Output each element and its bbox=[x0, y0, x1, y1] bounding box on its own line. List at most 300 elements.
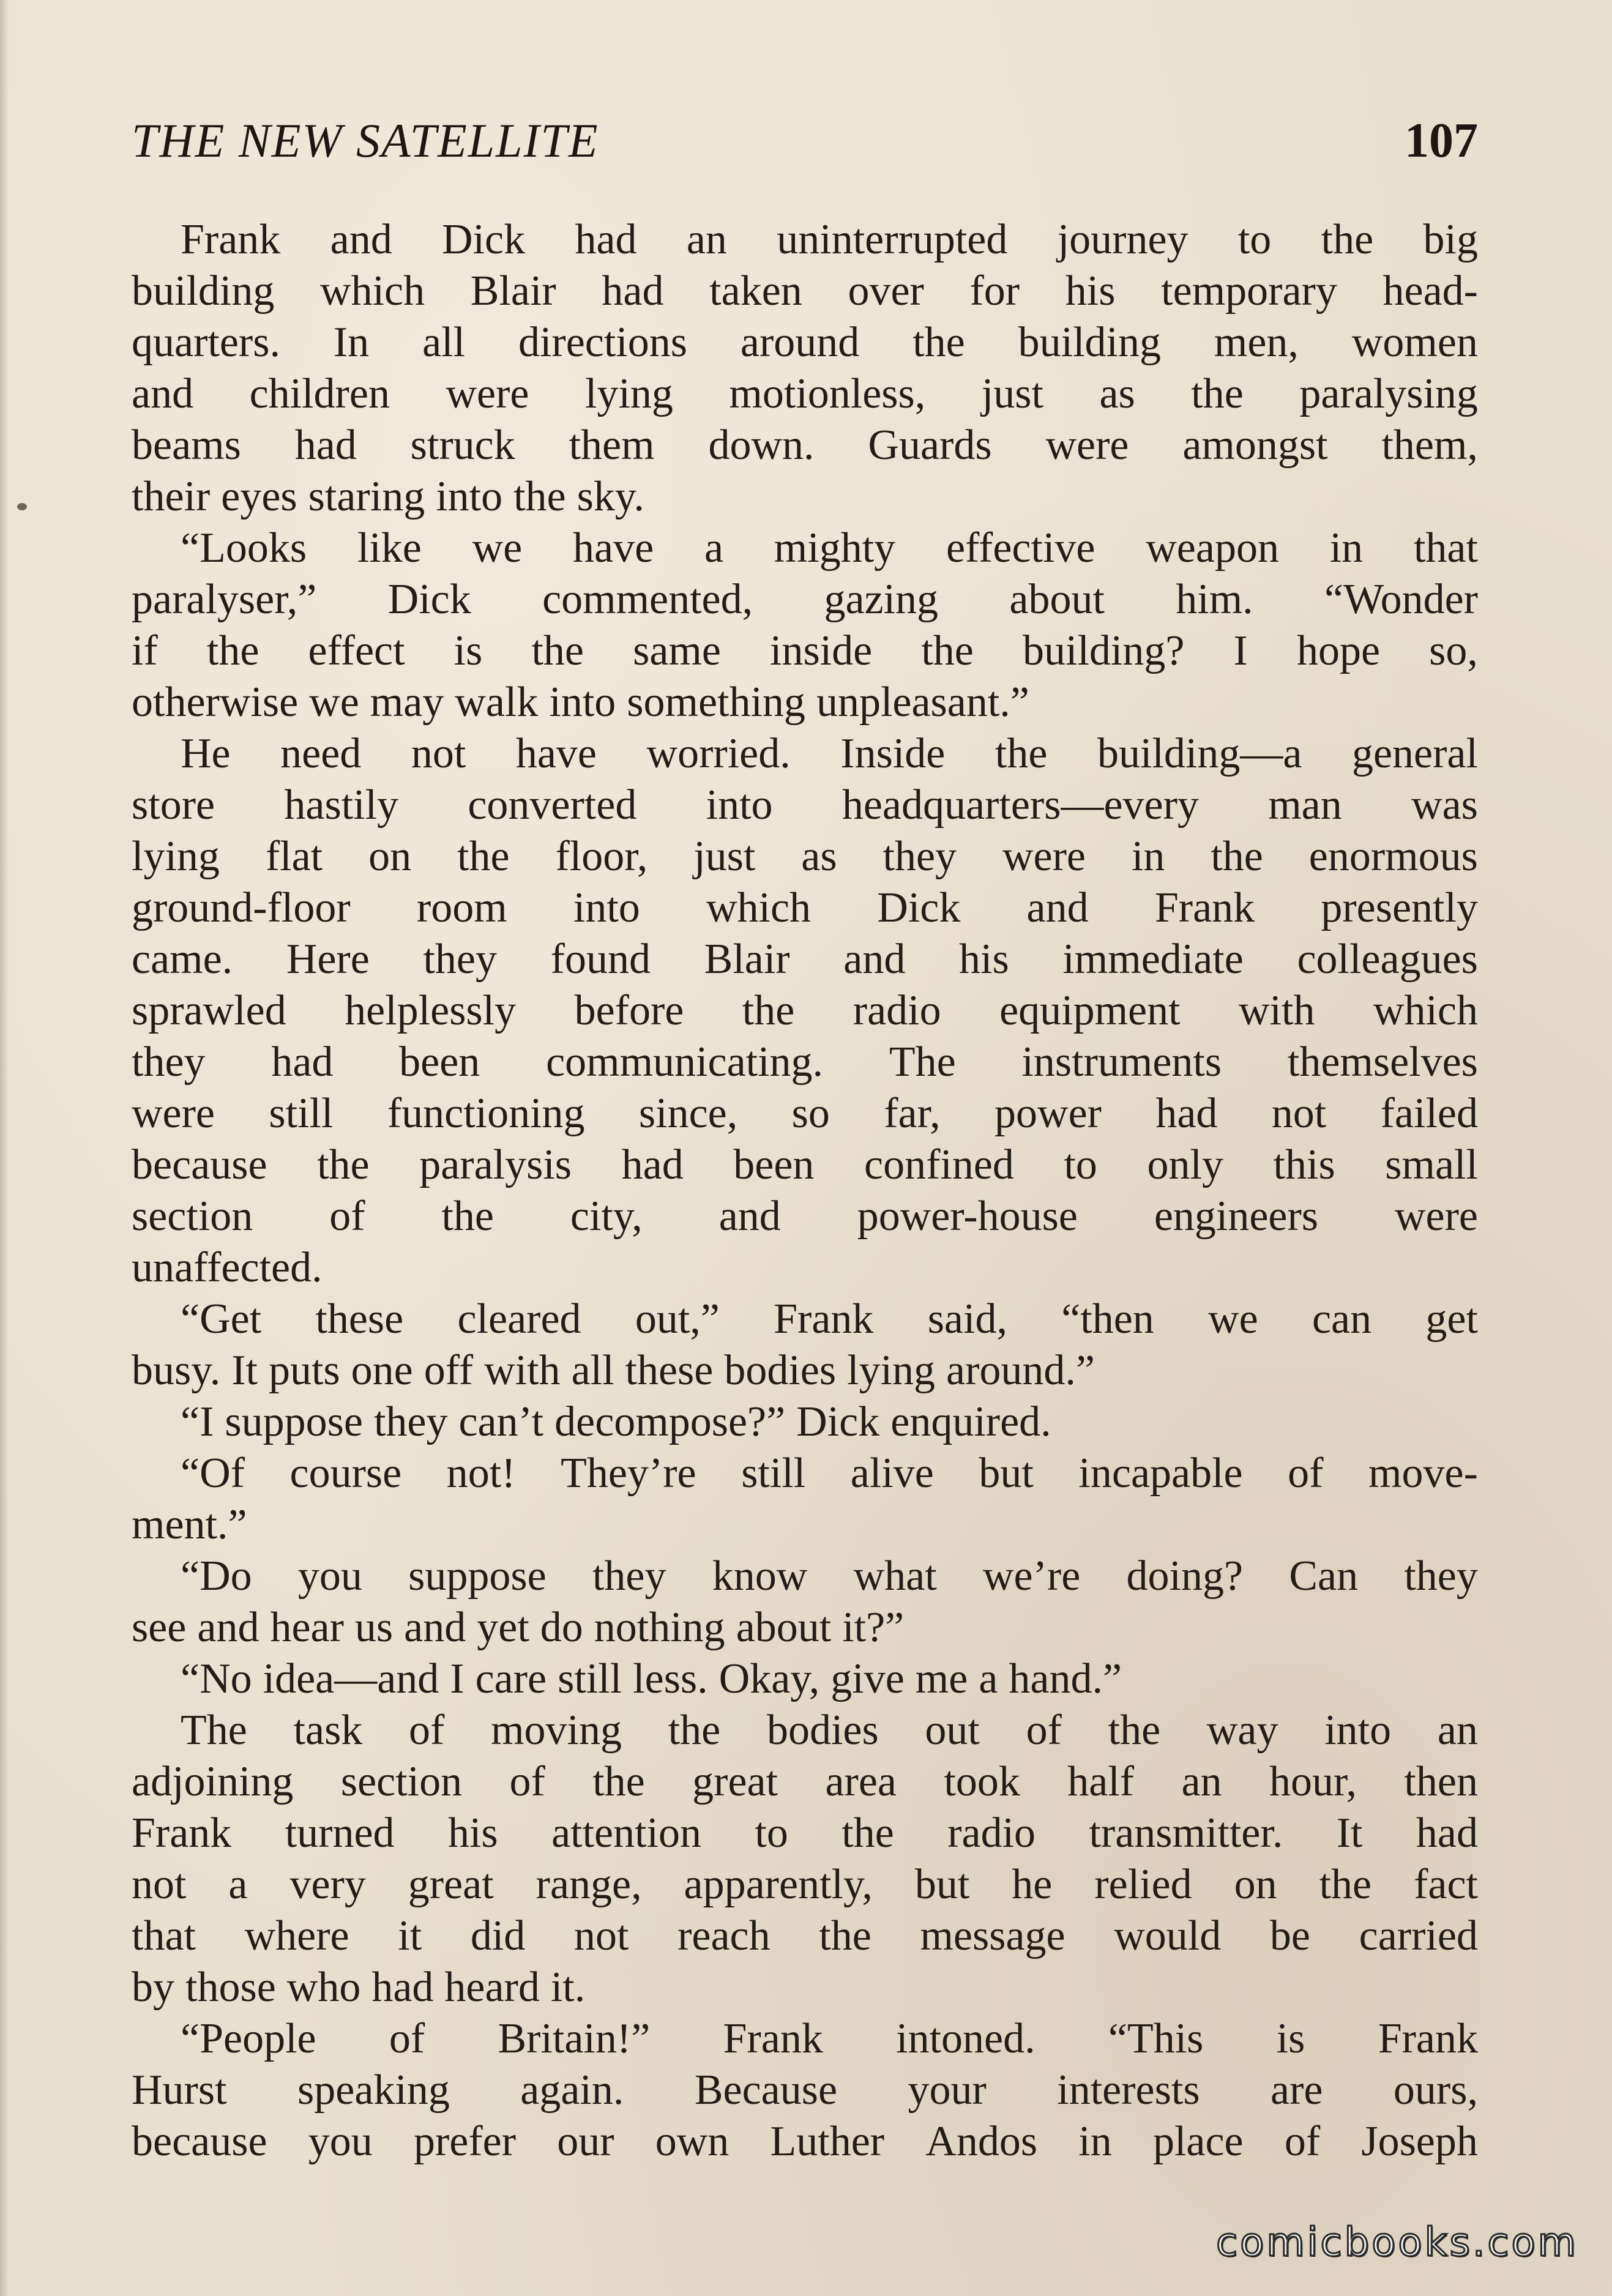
text-line bbox=[132, 1294, 1478, 1345]
word: power bbox=[994, 1090, 1102, 1137]
text-line bbox=[132, 420, 1478, 471]
word: doing? bbox=[1126, 1552, 1244, 1600]
word: general bbox=[1351, 730, 1478, 777]
word: since, bbox=[638, 1090, 738, 1137]
word: into bbox=[549, 679, 616, 726]
word: floor, bbox=[555, 833, 648, 880]
word: “People bbox=[181, 2015, 316, 2062]
word: been bbox=[733, 1141, 815, 1188]
word: idea—and bbox=[263, 1655, 439, 1702]
word: out,” bbox=[635, 1295, 720, 1343]
binding-edge-shadow bbox=[0, 0, 9, 2296]
word: again. bbox=[520, 2067, 624, 2114]
word: a bbox=[704, 524, 724, 572]
word: who bbox=[286, 1964, 361, 2011]
word: just bbox=[981, 370, 1043, 417]
word: motionless, bbox=[729, 370, 926, 417]
word: his bbox=[1065, 267, 1116, 315]
text-line bbox=[132, 1191, 1478, 1242]
word: is bbox=[453, 627, 483, 674]
word: those bbox=[185, 1964, 276, 2011]
word: had bbox=[271, 1038, 334, 1086]
word: you bbox=[308, 2118, 373, 2165]
word: by bbox=[132, 1964, 174, 2011]
word: unaffected. bbox=[132, 1244, 323, 1291]
word: in bbox=[1131, 833, 1165, 880]
word: radio bbox=[947, 1810, 1036, 1857]
text-line bbox=[132, 1139, 1478, 1191]
word: lying bbox=[847, 1347, 936, 1394]
word: had bbox=[1416, 1810, 1478, 1857]
word: his bbox=[959, 936, 1009, 983]
word: Inside bbox=[840, 730, 946, 777]
word: the bbox=[441, 1193, 494, 1240]
word: which bbox=[706, 884, 812, 931]
word: Dick bbox=[796, 1398, 880, 1445]
word: something bbox=[627, 679, 805, 726]
word: struck bbox=[410, 422, 515, 469]
word: the bbox=[994, 730, 1048, 777]
word: Andos bbox=[925, 2118, 1038, 2165]
word: eyes bbox=[221, 473, 297, 520]
word: move- bbox=[1368, 1450, 1478, 1497]
word: and bbox=[197, 1604, 259, 1651]
word: see bbox=[132, 1604, 187, 1651]
word: ground-floor bbox=[132, 884, 351, 931]
word: all bbox=[422, 319, 466, 366]
word: heard bbox=[444, 1964, 540, 2011]
word: he bbox=[1012, 1861, 1053, 1908]
word: give bbox=[830, 1655, 905, 1702]
text-line bbox=[132, 677, 1478, 728]
word: the bbox=[742, 987, 795, 1034]
word: the bbox=[317, 1141, 370, 1188]
word: bodies bbox=[766, 1707, 879, 1754]
word: lying bbox=[132, 833, 220, 880]
word: if bbox=[132, 627, 158, 674]
word: of bbox=[329, 1193, 365, 1240]
word: the bbox=[531, 627, 584, 674]
word: we bbox=[472, 524, 523, 572]
text-line bbox=[132, 1396, 1478, 1448]
word: the bbox=[1321, 216, 1374, 263]
word: us bbox=[354, 1604, 394, 1651]
word: course bbox=[289, 1450, 402, 1497]
word: the bbox=[841, 1810, 894, 1857]
word: would bbox=[1114, 1912, 1222, 1959]
word: the bbox=[1211, 833, 1263, 880]
word: reach bbox=[677, 1912, 771, 1959]
word: for bbox=[969, 267, 1020, 315]
word: of bbox=[389, 2015, 425, 2062]
word: like bbox=[357, 524, 422, 572]
word: not bbox=[573, 1912, 629, 1959]
text-line bbox=[132, 574, 1478, 625]
word: into bbox=[573, 884, 640, 931]
word: them bbox=[569, 422, 655, 469]
word: building? bbox=[1023, 627, 1185, 674]
word: the bbox=[592, 1758, 645, 1805]
text-line bbox=[132, 523, 1478, 574]
word: It bbox=[1336, 1810, 1363, 1857]
word: man bbox=[1268, 781, 1342, 829]
word: transmitter. bbox=[1089, 1810, 1283, 1857]
word: area bbox=[825, 1758, 897, 1805]
word: with bbox=[484, 1347, 561, 1394]
word: journey bbox=[1057, 216, 1188, 263]
word: me bbox=[915, 1655, 968, 1702]
word: the bbox=[457, 833, 510, 880]
word: radio bbox=[853, 987, 941, 1034]
word: hour, bbox=[1269, 1758, 1357, 1805]
word: He bbox=[181, 730, 231, 777]
word: just bbox=[693, 833, 756, 880]
word: were bbox=[132, 1090, 215, 1137]
word: the bbox=[1319, 1861, 1372, 1908]
text-line bbox=[132, 2116, 1478, 2167]
word: effective bbox=[946, 524, 1095, 572]
word: need bbox=[280, 730, 362, 777]
word: staring bbox=[308, 473, 425, 520]
word: “Do bbox=[181, 1552, 252, 1600]
word: so bbox=[791, 1090, 830, 1137]
word: was bbox=[1411, 781, 1478, 829]
word: on bbox=[1234, 1861, 1277, 1908]
word: own bbox=[655, 2118, 730, 2165]
word: and bbox=[718, 1193, 781, 1240]
word: be bbox=[1269, 1912, 1310, 1959]
word: ours, bbox=[1393, 2067, 1478, 2114]
word: Okay, bbox=[718, 1655, 820, 1702]
word: it?” bbox=[842, 1604, 905, 1651]
word: around.” bbox=[946, 1347, 1095, 1394]
text-line bbox=[132, 625, 1478, 677]
word: great bbox=[408, 1861, 494, 1908]
word: that bbox=[1413, 524, 1478, 572]
word: Dick bbox=[387, 576, 471, 623]
word: can’t bbox=[458, 1398, 544, 1445]
word: commented, bbox=[542, 576, 753, 623]
word: they bbox=[373, 1398, 448, 1445]
word: beams bbox=[132, 422, 241, 469]
word: paralyser,” bbox=[132, 576, 317, 623]
word: Can bbox=[1289, 1552, 1359, 1600]
word: were bbox=[446, 370, 529, 417]
word: the bbox=[912, 319, 965, 366]
word: “Looks bbox=[181, 524, 307, 572]
word: presently bbox=[1321, 884, 1478, 931]
word: very bbox=[289, 1861, 366, 1908]
word: had bbox=[602, 267, 664, 315]
word: helplessly bbox=[345, 987, 517, 1034]
body-text bbox=[132, 214, 1478, 2167]
word: hand.” bbox=[1009, 1655, 1122, 1702]
word: prefer bbox=[413, 2118, 517, 2165]
word: have bbox=[515, 730, 597, 777]
word: half bbox=[1067, 1758, 1135, 1805]
word: suppose bbox=[225, 1398, 363, 1445]
word: had bbox=[1155, 1090, 1218, 1137]
word: men, bbox=[1214, 319, 1299, 366]
word: confined bbox=[864, 1141, 1014, 1188]
word: they bbox=[132, 1038, 206, 1086]
text-line bbox=[132, 1962, 1478, 2013]
word: In bbox=[333, 319, 370, 366]
text-line bbox=[132, 780, 1478, 831]
word: these bbox=[315, 1295, 404, 1343]
word: place bbox=[1152, 2118, 1244, 2165]
word: only bbox=[1147, 1141, 1223, 1188]
word: Frank bbox=[181, 216, 281, 263]
word: they bbox=[423, 936, 498, 983]
word: sprawled bbox=[132, 987, 286, 1034]
word: a bbox=[979, 1655, 998, 1702]
word: interests bbox=[1057, 2067, 1200, 2114]
page-number: 107 bbox=[1405, 114, 1478, 168]
word: children bbox=[249, 370, 390, 417]
word: nothing bbox=[594, 1604, 725, 1651]
word: functioning bbox=[387, 1090, 585, 1137]
page-header bbox=[132, 113, 1478, 174]
word: about bbox=[1009, 576, 1105, 623]
text-line bbox=[132, 1037, 1478, 1088]
word: Blair bbox=[470, 267, 556, 315]
word: of bbox=[1284, 2118, 1321, 2165]
word: were bbox=[1002, 833, 1086, 880]
word: “then bbox=[1061, 1295, 1154, 1343]
word: city, bbox=[570, 1193, 643, 1240]
word: were bbox=[1045, 422, 1129, 469]
text-line bbox=[132, 1859, 1478, 1910]
word: not bbox=[1271, 1090, 1327, 1137]
word: busy. bbox=[132, 1347, 221, 1394]
word: still bbox=[269, 1090, 334, 1137]
text-line bbox=[132, 882, 1478, 934]
word: been bbox=[399, 1038, 480, 1086]
word: to bbox=[755, 1810, 788, 1857]
word: we bbox=[1208, 1295, 1258, 1343]
word: I bbox=[1233, 627, 1248, 674]
word: hope bbox=[1296, 627, 1381, 674]
word: over bbox=[848, 267, 924, 315]
word: puts bbox=[268, 1347, 340, 1394]
word: were bbox=[1394, 1193, 1478, 1240]
word: ment.” bbox=[132, 1501, 247, 1548]
word: store bbox=[132, 781, 215, 829]
word: converted bbox=[468, 781, 637, 829]
word: the bbox=[206, 627, 259, 674]
word: unpleasant.” bbox=[816, 679, 1029, 726]
word: as bbox=[801, 833, 837, 880]
word: section bbox=[340, 1758, 463, 1805]
word: found bbox=[550, 936, 651, 983]
word: care bbox=[475, 1655, 547, 1702]
word: bodies bbox=[724, 1347, 837, 1394]
word: paralysis bbox=[419, 1141, 572, 1188]
word: flat bbox=[265, 833, 323, 880]
word: into bbox=[436, 473, 503, 520]
word: because bbox=[132, 2118, 267, 2165]
word: came. bbox=[132, 936, 233, 983]
word: suppose bbox=[408, 1552, 547, 1600]
text-line bbox=[132, 368, 1478, 420]
word: Frank bbox=[774, 1295, 874, 1343]
word: took bbox=[944, 1758, 1020, 1805]
word: off bbox=[424, 1347, 474, 1394]
word: these bbox=[625, 1347, 714, 1394]
word: to bbox=[1237, 216, 1272, 263]
word: way bbox=[1206, 1707, 1278, 1754]
word: to bbox=[1064, 1141, 1097, 1188]
word: otherwise bbox=[132, 679, 299, 726]
word: worried. bbox=[646, 730, 791, 777]
word: the bbox=[921, 627, 974, 674]
word: alive bbox=[850, 1450, 934, 1497]
word: communicating. bbox=[546, 1038, 824, 1086]
word: the bbox=[1108, 1707, 1161, 1754]
paper-speck bbox=[17, 503, 27, 510]
word: colleagues bbox=[1297, 936, 1478, 983]
word: had bbox=[621, 1141, 684, 1188]
word: but bbox=[979, 1450, 1034, 1497]
word: on bbox=[368, 833, 412, 880]
word: Frank bbox=[723, 2015, 823, 2062]
text-line bbox=[132, 1910, 1478, 1962]
word: get bbox=[1425, 1295, 1478, 1343]
word: it. bbox=[550, 1964, 586, 2011]
word: quarters. bbox=[132, 319, 280, 366]
text-line bbox=[132, 985, 1478, 1037]
word: Dick bbox=[442, 216, 526, 263]
word: may bbox=[370, 679, 444, 726]
word: yet bbox=[477, 1604, 529, 1651]
word: into bbox=[1324, 1707, 1392, 1754]
word: “No bbox=[181, 1655, 252, 1702]
word: it bbox=[398, 1912, 422, 1959]
text-line bbox=[132, 1242, 1478, 1294]
word: “Of bbox=[181, 1450, 245, 1497]
word: the bbox=[513, 473, 566, 520]
word: still bbox=[558, 1655, 622, 1702]
text-line bbox=[132, 1499, 1478, 1551]
word: carried bbox=[1359, 1912, 1478, 1959]
word: hastily bbox=[284, 781, 399, 829]
word: with bbox=[1239, 987, 1315, 1034]
word: head- bbox=[1383, 267, 1478, 315]
word: section bbox=[132, 1193, 253, 1240]
word: apparently, bbox=[684, 1861, 873, 1908]
text-line bbox=[132, 214, 1478, 266]
word: had bbox=[575, 216, 637, 263]
word: building—a bbox=[1097, 730, 1302, 777]
word: The bbox=[889, 1038, 956, 1086]
word: you bbox=[297, 1552, 362, 1600]
word: before bbox=[574, 987, 684, 1034]
word: an bbox=[686, 216, 727, 263]
word: incapable bbox=[1078, 1450, 1243, 1497]
word: about bbox=[736, 1604, 832, 1651]
text-line bbox=[132, 1088, 1478, 1139]
text-line bbox=[132, 1653, 1478, 1705]
word: all bbox=[571, 1347, 614, 1394]
word: and bbox=[404, 1604, 466, 1651]
word: building bbox=[1018, 319, 1161, 366]
word: we’re bbox=[982, 1552, 1081, 1600]
word: Frank bbox=[132, 1810, 232, 1857]
text-line bbox=[132, 1808, 1478, 1859]
text-line bbox=[132, 934, 1478, 985]
word: effect bbox=[308, 627, 405, 674]
word: have bbox=[573, 524, 654, 572]
word: enquired. bbox=[890, 1398, 1051, 1445]
text-line bbox=[132, 1551, 1478, 1602]
word: our bbox=[557, 2118, 614, 2165]
word: less. bbox=[633, 1655, 708, 1702]
word: so, bbox=[1429, 627, 1478, 674]
word: big bbox=[1423, 216, 1478, 263]
word: moving bbox=[491, 1707, 622, 1754]
word: of bbox=[1026, 1707, 1062, 1754]
word: lying bbox=[585, 370, 673, 417]
word: a bbox=[228, 1861, 248, 1908]
word: as bbox=[1099, 370, 1135, 417]
word: equipment bbox=[999, 987, 1181, 1034]
text-line bbox=[132, 1756, 1478, 1808]
word: temporary bbox=[1161, 267, 1337, 315]
word: of bbox=[509, 1758, 545, 1805]
word: into bbox=[706, 781, 773, 829]
word: of bbox=[1288, 1450, 1324, 1497]
word: which bbox=[320, 267, 425, 315]
word: Luther bbox=[770, 2118, 885, 2165]
word: the bbox=[1191, 370, 1244, 417]
word: him. bbox=[1176, 576, 1253, 623]
word: sky. bbox=[577, 473, 644, 520]
word: what bbox=[853, 1552, 937, 1600]
word: headquarters—every bbox=[841, 781, 1199, 829]
word: task bbox=[293, 1707, 363, 1754]
word: not bbox=[411, 730, 466, 777]
word: power-house bbox=[857, 1193, 1078, 1240]
word: of bbox=[409, 1707, 445, 1754]
word: an bbox=[1437, 1707, 1478, 1754]
word: Dick bbox=[877, 884, 961, 931]
word: in bbox=[1078, 2118, 1112, 2165]
word: down. bbox=[708, 422, 815, 469]
word: Hurst bbox=[132, 2067, 227, 2114]
word: room bbox=[416, 884, 507, 931]
running-title: THE NEW SATELLITE bbox=[132, 114, 599, 167]
word: an bbox=[1181, 1758, 1222, 1805]
word: but bbox=[914, 1861, 970, 1908]
text-line bbox=[132, 2013, 1478, 2065]
word: out bbox=[925, 1707, 980, 1754]
word: The bbox=[181, 1707, 247, 1754]
word: your bbox=[908, 2067, 987, 2114]
word: they bbox=[592, 1552, 666, 1600]
word: weapon bbox=[1146, 524, 1279, 572]
word: that bbox=[132, 1912, 196, 1959]
word: around bbox=[740, 319, 860, 366]
word: cleared bbox=[457, 1295, 581, 1343]
word: they bbox=[882, 833, 957, 880]
word: Joseph bbox=[1361, 2118, 1478, 2165]
word: enormous bbox=[1308, 833, 1478, 880]
text-line bbox=[132, 831, 1478, 882]
word: Frank bbox=[1154, 884, 1255, 931]
word: are bbox=[1271, 2067, 1323, 2114]
word: his bbox=[447, 1810, 498, 1857]
